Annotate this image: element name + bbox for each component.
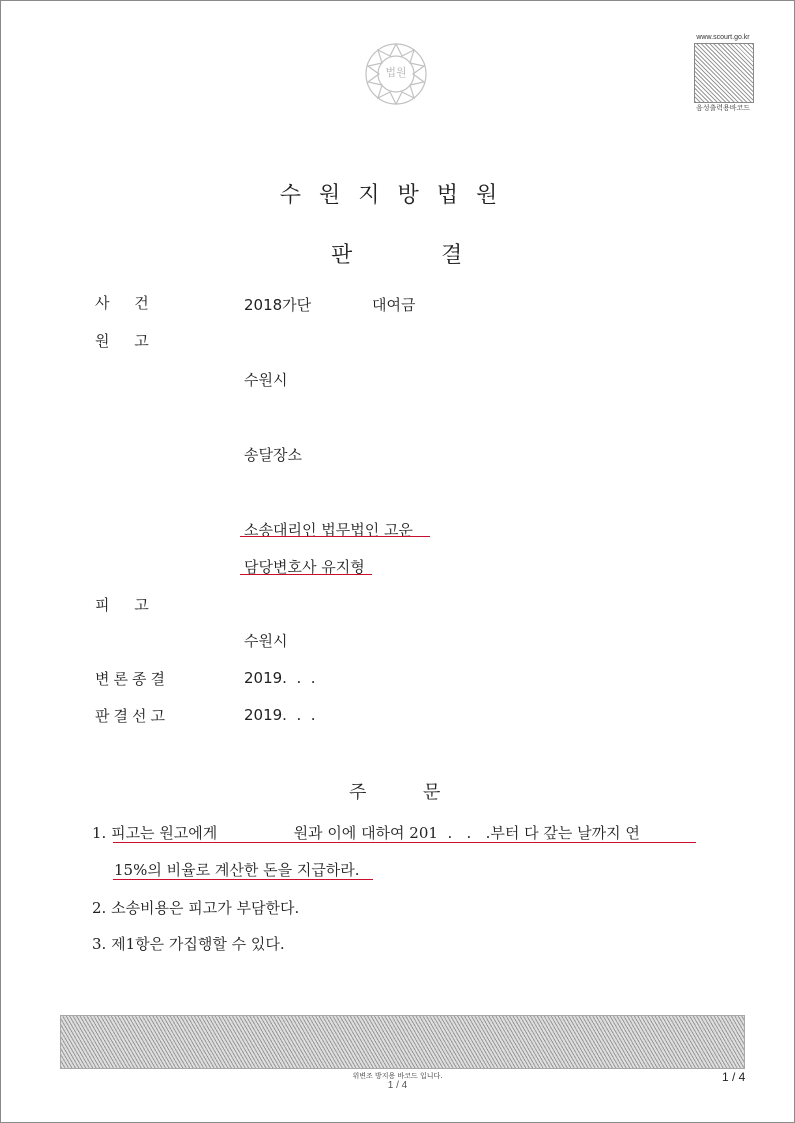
court-name: 수원지방법원 <box>279 183 516 208</box>
counsel-attorney: 담당변호사 유지형 <box>244 558 365 576</box>
qr-code-icon <box>694 43 754 103</box>
order-title-left: 주 <box>349 782 367 803</box>
closing-date: 2019. . . <box>244 669 316 687</box>
order-title-right: 문 <box>423 782 441 803</box>
ruling-date: 2019. . . <box>244 706 316 724</box>
closing-label: 변론종결 <box>95 670 169 688</box>
order-item-1-underline-1 <box>113 842 696 843</box>
plaintiff-label: 원 고 <box>95 332 159 350</box>
defendant-address: 수원시 <box>244 632 288 650</box>
case-number: 2018가단 <box>244 296 312 314</box>
title-left: 판 <box>331 243 353 268</box>
plaintiff-address: 수원시 <box>244 371 288 389</box>
page-number: 1 / 4 <box>722 1070 746 1084</box>
counsel-firm: 소송대리인 법무법인 고운 <box>244 521 413 539</box>
footer-note: 위변조 방지용 바코드 입니다. <box>352 1072 443 1080</box>
defendant-label: 피 고 <box>95 596 159 614</box>
anti-forgery-barcode <box>60 1015 745 1069</box>
footer-page-center: 1 / 4 <box>387 1080 408 1091</box>
order-item-1-underline-2 <box>113 879 373 880</box>
title-right: 결 <box>441 243 463 268</box>
counsel-attorney-underline <box>240 574 372 575</box>
order-item-1-line-1: 1. 피고는 원고에게 원과 이에 대하여 201 . . .부터 다 갚는 날까지 연 <box>92 824 640 842</box>
court-seal-emblem <box>361 38 431 110</box>
ruling-label: 판결선고 <box>95 707 169 725</box>
service-address-label: 송달장소 <box>244 446 302 464</box>
qr-label: 음성출력용바코드 <box>695 104 751 112</box>
order-item-2: 2. 소송비용은 피고가 부담한다. <box>92 899 300 917</box>
seal-text: 법원 <box>385 66 407 79</box>
case-name: 대여금 <box>372 296 416 314</box>
order-item-1-line-2: 15%의 비율로 계산한 돈을 지급하라. <box>114 861 360 879</box>
qr-url: www.scourt.go.kr <box>696 34 750 41</box>
order-item-3: 3. 제1항은 가집행할 수 있다. <box>92 935 285 953</box>
case-label: 사 건 <box>95 294 159 312</box>
counsel-firm-underline <box>240 536 430 537</box>
